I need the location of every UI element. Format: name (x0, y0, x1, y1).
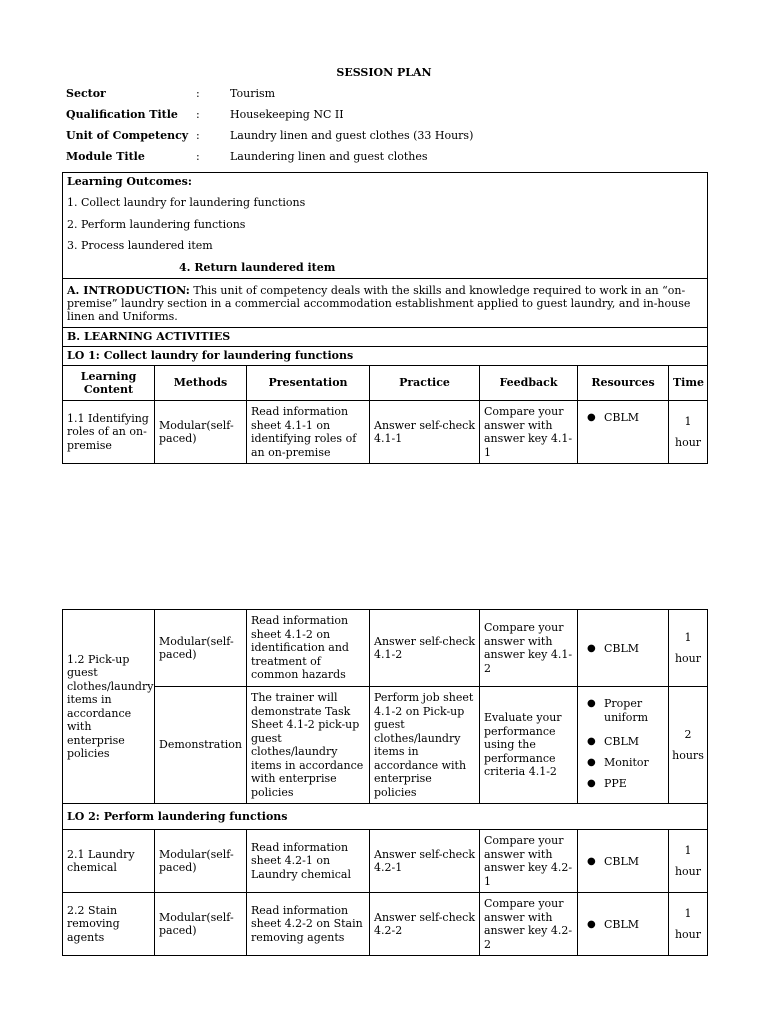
meta-colon: : (196, 150, 200, 163)
feedback-cell: Compare your answer with answer key 4.1-2 (480, 610, 578, 687)
resource-item: ● CBLM (600, 851, 664, 872)
session-table-top (62, 172, 708, 464)
presentation-cell: The trainer will demonstrate Task Sheet 4.1-2 pick-up guest clothes/laundry items in accordance with enterprise policies (247, 687, 370, 804)
outcome-item: 3. Process laundered item (67, 239, 213, 252)
meta-value: Laundering linen and guest clothes (230, 150, 428, 163)
intro-row (63, 279, 708, 328)
method-cell: Modular(self-paced) (155, 830, 247, 893)
meta-value: Housekeeping NC II (230, 108, 344, 121)
feedback-cell: Compare your answer with answer key 4.2-1 (480, 830, 578, 893)
feedback-cell: Evaluate your performance using the performance criteria 4.1-2 (480, 687, 578, 804)
table-row (63, 830, 708, 893)
time-value: 1 (684, 415, 692, 428)
resource-item: ● CBLM (600, 407, 664, 428)
time-cell (669, 687, 708, 804)
learning-content-cell: 1.2 Pick-up guest clothes/laundry items in accordance with enterprise policies (63, 610, 155, 804)
time-cell (669, 893, 708, 956)
col-learning-content: Learning Content (63, 366, 155, 401)
time-value: 2 (684, 728, 692, 741)
outcomes-row (63, 173, 708, 279)
table-row (63, 610, 708, 687)
table-row (63, 687, 708, 804)
time-value: 1 (684, 844, 692, 857)
time-unit: hours (672, 749, 704, 762)
learning-content-cell: 2.1 Laundry chemical (63, 830, 155, 893)
meta-colon: : (196, 87, 200, 100)
time-unit: hour (674, 865, 702, 878)
col-time: Time (669, 366, 708, 401)
time-cell (669, 401, 708, 464)
col-presentation: Presentation (247, 366, 370, 401)
time-value: 1 (684, 631, 692, 644)
time-cell (669, 610, 708, 687)
table-row (63, 893, 708, 956)
lo2-heading: LO 2: Perform laundering functions (63, 804, 708, 830)
outcomes-heading: Learning Outcomes: (67, 175, 192, 188)
presentation-cell: Read information sheet 4.1-2 on identification and treatment of common hazards (247, 610, 370, 687)
resource-item: ● CBLM (600, 914, 664, 935)
resource-item: ● CBLM (600, 731, 664, 752)
time-unit: hour (674, 652, 702, 665)
time-unit: hour (675, 436, 702, 449)
outcome-item: 4. Return laundered item (179, 260, 336, 274)
col-methods: Methods (155, 366, 247, 401)
time-cell (669, 830, 708, 893)
col-feedback: Feedback (480, 366, 578, 401)
outcome-item: 2. Perform laundering functions (67, 217, 246, 231)
col-practice: Practice (370, 366, 480, 401)
resource-item: ● Proper uniform (600, 697, 664, 725)
resource-item: ● CBLM (600, 638, 664, 659)
presentation-cell: Read information sheet 4.2-2 on Stain removing agents (247, 893, 370, 956)
method-cell: Modular(self-paced) (155, 893, 247, 956)
resources-cell (578, 401, 669, 464)
resources-cell (578, 610, 669, 687)
time-value: 1 (684, 907, 692, 920)
intro-label: A. INTRODUCTION: (67, 283, 190, 297)
presentation-cell: Read information sheet 4.1-1 on identifying roles of an on-premise (247, 401, 370, 464)
meta-value: Tourism (230, 87, 276, 100)
feedback-cell: Compare your answer with answer key 4.1-1 (480, 401, 578, 464)
method-cell: Demonstration (155, 687, 247, 804)
table-row (63, 401, 708, 464)
lo1-heading: LO 1: Collect laundry for laundering functions (63, 347, 708, 366)
resource-item: ● PPE (600, 773, 664, 794)
learning-content-cell: 1.1 Identifying roles of an on-premise (63, 401, 155, 464)
meta-colon: : (196, 129, 200, 142)
outcome-item: 1. Collect laundry for laundering functions (67, 196, 306, 209)
document-title: SESSION PLAN (336, 66, 432, 79)
practice-cell: Answer self-check 4.2-2 (370, 893, 480, 956)
meta-key: Unit of Competency (66, 129, 189, 142)
session-table-bottom (62, 609, 708, 956)
feedback-cell: Compare your answer with answer key 4.2-2 (480, 893, 578, 956)
meta-key: Module Title (66, 150, 145, 163)
col-resources: Resources (578, 366, 669, 401)
introduction (63, 279, 708, 328)
resources-cell (578, 830, 669, 893)
resources-cell (578, 893, 669, 956)
resource-item: ● Monitor (600, 752, 664, 773)
time-unit: hour (674, 928, 702, 941)
intro-text: This unit of competency deals with the skills and knowledge required to work in an “on-premise” laundry section in a commercial accommodation establishment applied to guest laundry, and in-house linen and Uniforms. (67, 283, 691, 323)
column-header-row (63, 366, 708, 401)
learning-content-cell: 2.2 Stain removing agents (63, 893, 155, 956)
practice-cell: Answer self-check 4.1-1 (370, 401, 480, 464)
presentation-cell: Read information sheet 4.2-1 on Laundry chemical (247, 830, 370, 893)
learning-activities-heading: B. LEARNING ACTIVITIES (63, 328, 708, 347)
practice-cell: Answer self-check 4.2-1 (370, 830, 480, 893)
practice-cell: Perform job sheet 4.1-2 on Pick-up guest clothes/laundry items in accordance with enterprise policies (370, 687, 480, 804)
resources-cell (578, 687, 669, 804)
learning-outcomes (63, 173, 708, 279)
meta-key: Sector (66, 87, 106, 100)
practice-cell: Answer self-check 4.1-2 (370, 610, 480, 687)
meta-colon: : (196, 108, 200, 121)
method-cell: Modular(self-paced) (155, 401, 247, 464)
meta-value: Laundry linen and guest clothes (33 Hours) (230, 129, 474, 142)
method-cell: Modular(self-paced) (155, 610, 247, 687)
meta-key: Qualification Title (66, 108, 178, 121)
